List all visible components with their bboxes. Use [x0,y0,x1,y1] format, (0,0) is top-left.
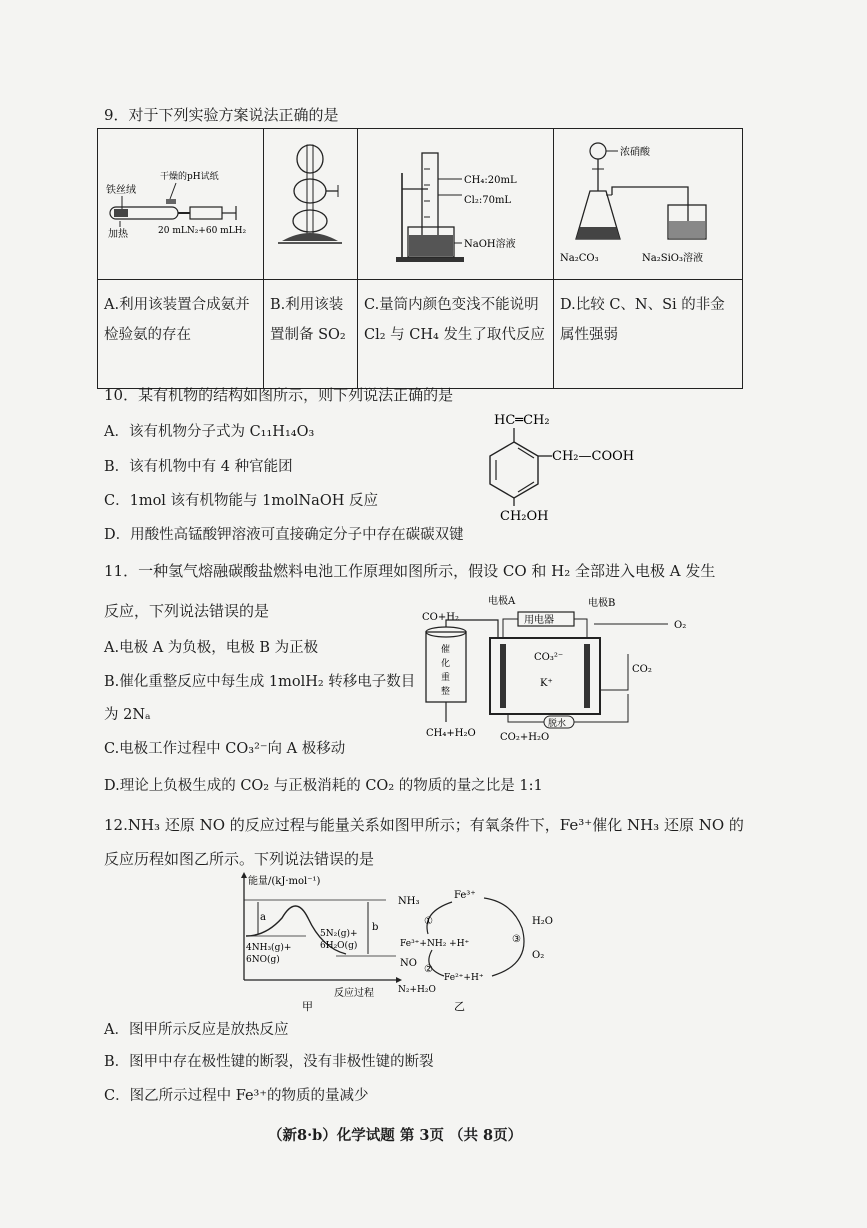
appliance-label: 用电器 [524,615,554,626]
na2sio3-solution-label: Na₂SiO₃溶液 [642,253,703,264]
carbonate-ion-label: CO₃²⁻ [534,652,564,663]
q9-option-c: C.量筒内颜色变浅不能说明 Cl₂ 与 CH₄ 发生了取代反应 [364,297,545,343]
q11-fuel-cell-diagram [418,594,698,746]
step-2-label: ② [424,964,433,975]
graduated-cylinder-apparatus [358,129,552,275]
heat-label: 加热 [108,229,128,240]
energy-a-label: a [260,912,266,923]
reactants-label-2: 6NO(g) [246,955,280,965]
acetic-acid-group-label: CH₂—COOH [552,449,635,464]
q9-stem: 9．对于下列实验方案说法正确的是 [104,106,339,124]
h2o-label: H₂O [532,916,553,927]
q12-option-b: B．图甲中存在极性键的断裂，没有非极性键的断裂 [104,1054,434,1070]
q10-option-a: A．该有机物分子式为 C₁₁H₁₄O₃ [104,424,315,440]
o2-label: O₂ [674,620,687,631]
reform-label-4: 整 [441,687,451,697]
no-label: NO [400,958,417,969]
reform-label-3: 重 [441,673,451,683]
naoh-solution-label: NaOH溶液 [464,239,516,250]
q11-option-b: B.催化重整反应中每生成 1molH₂ 转移电子数目 [104,674,416,690]
gas-mixture-label: 20 mLN₂+60 mLH₂ [158,226,247,236]
nh3-label: NH₃ [398,896,420,907]
q9-option-d: D.比较 C、N、Si 的非金属性强弱 [560,297,725,343]
reform-label-1: 催 [441,645,451,655]
q10-structure-formula [480,404,680,524]
q12-stem-line1: 12.NH₃ 还原 NO 的反应过程与能量关系如图甲所示；有氧条件下，Fe³⁺催化 NH₃ 还原 NO 的 [104,816,744,834]
hydroxymethyl-group-label: CH₂OH [500,509,549,524]
reform-label-2: 化 [441,659,451,669]
q11-option-a: A.电极 A 为负极，电极 B 为正极 [104,640,319,656]
q10-option-b: B．该有机物中有 4 种官能团 [104,459,293,475]
n2-h2o-label: N₂+H₂O [398,985,436,995]
ch4-volume-label: CH₄:20mL [464,175,517,186]
q9-option-a: A.利用该装置合成氨并检验氨的存在 [104,297,250,343]
q10-option-d: D．用酸性高锰酸钾溶液可直接确定分子中存在碳碳双键 [104,527,464,543]
energy-axis-label: 能量/(kJ·mol⁻¹) [248,876,321,887]
q9-apparatus-a [98,129,264,280]
o2-label-yi: O₂ [532,950,545,961]
ph-paper-label: 干燥的pH试纸 [160,172,219,182]
q10-stem: 10．某有机物的结构如图所示，则下列说法正确的是 [104,386,454,404]
q12-mechanism-diagram-yi [392,884,572,1016]
q12-option-a: A．图甲所示反应是放热反应 [104,1022,289,1038]
q11-stem-line2: 反应，下列说法错误的是 [104,602,270,620]
conc-nitric-acid-label: 浓硝酸 [620,147,650,158]
q9-apparatus-d [554,129,743,280]
q9-experiment-table [97,128,743,389]
fe3-label: Fe³⁺ [454,890,476,901]
intermediate-1-label: Fe³⁺+NH₂ +H⁺ [400,939,470,949]
kipps-apparatus [264,129,356,275]
dewatering-label: 脱水 [548,719,567,729]
energy-b-label: b [372,922,379,933]
page-footer: （新8·b）化学试题 第 3页 （共 8页） [268,1127,523,1144]
q11-option-d: D.理论上负极生成的 CO₂ 与正极消耗的 CO₂ 的物质的量之比是 1:1 [104,778,543,794]
q11-option-c: C.电极工作过程中 CO₃²⁻向 A 极移动 [104,741,346,757]
reaction-process-label: 反应过程 [334,988,374,999]
vinyl-group-label: HC═CH₂ [494,413,550,428]
q10-option-c: C．1mol 该有机物能与 1molNaOH 反应 [104,493,378,509]
products-label-2: 6H₂O(g) [320,941,358,951]
na2co3-label: Na₂CO₃ [560,253,599,264]
cl2-volume-label: Cl₂:70mL [464,195,512,206]
q11-option-b-cont: 为 2Nₐ [104,707,151,723]
figure-jia-caption: 甲 [302,1000,313,1013]
q9-option-b: B.利用该装置制备 SO₂ [270,297,346,343]
q12-energy-diagram-jia [236,868,406,1016]
ammonia-synthesis-apparatus [98,129,262,275]
electrode-b-label: 电极B [588,598,616,609]
co-h2-label: CO+H₂ [422,612,459,623]
step-1-label: ① [424,916,433,927]
co2-h2o-label: CO₂+H₂O [500,732,550,743]
q11-stem-line1: 11．一种氢气熔融碳酸盐燃料电池工作原理如图所示，假设 CO 和 H₂ 全部进入电极 A 发生 [104,562,716,580]
iron-wool-label: 铁丝绒 [106,185,136,196]
co2-label: CO₂ [632,664,652,675]
products-label-1: 5N₂(g)+ [320,929,358,939]
q9-apparatus-b [264,129,358,280]
ch4-h2o-label: CH₄+H₂O [426,728,476,739]
potassium-ion-label: K⁺ [540,678,553,689]
q12-stem-line2: 反应历程如图乙所示。下列说法错误的是 [104,850,375,868]
figure-yi-caption: 乙 [454,1000,465,1013]
q12-option-c: C．图乙所示过程中 Fe³⁺的物质的量减少 [104,1088,369,1104]
intermediate-2-label: Fe²⁺+H⁺ [444,973,484,983]
reactants-label-1: 4NH₃(g)+ [246,943,292,953]
step-3-label: ③ [512,934,521,945]
q9-apparatus-c [358,129,554,280]
acid-strength-apparatus [554,129,741,275]
electrode-a-label: 电极A [488,596,516,607]
